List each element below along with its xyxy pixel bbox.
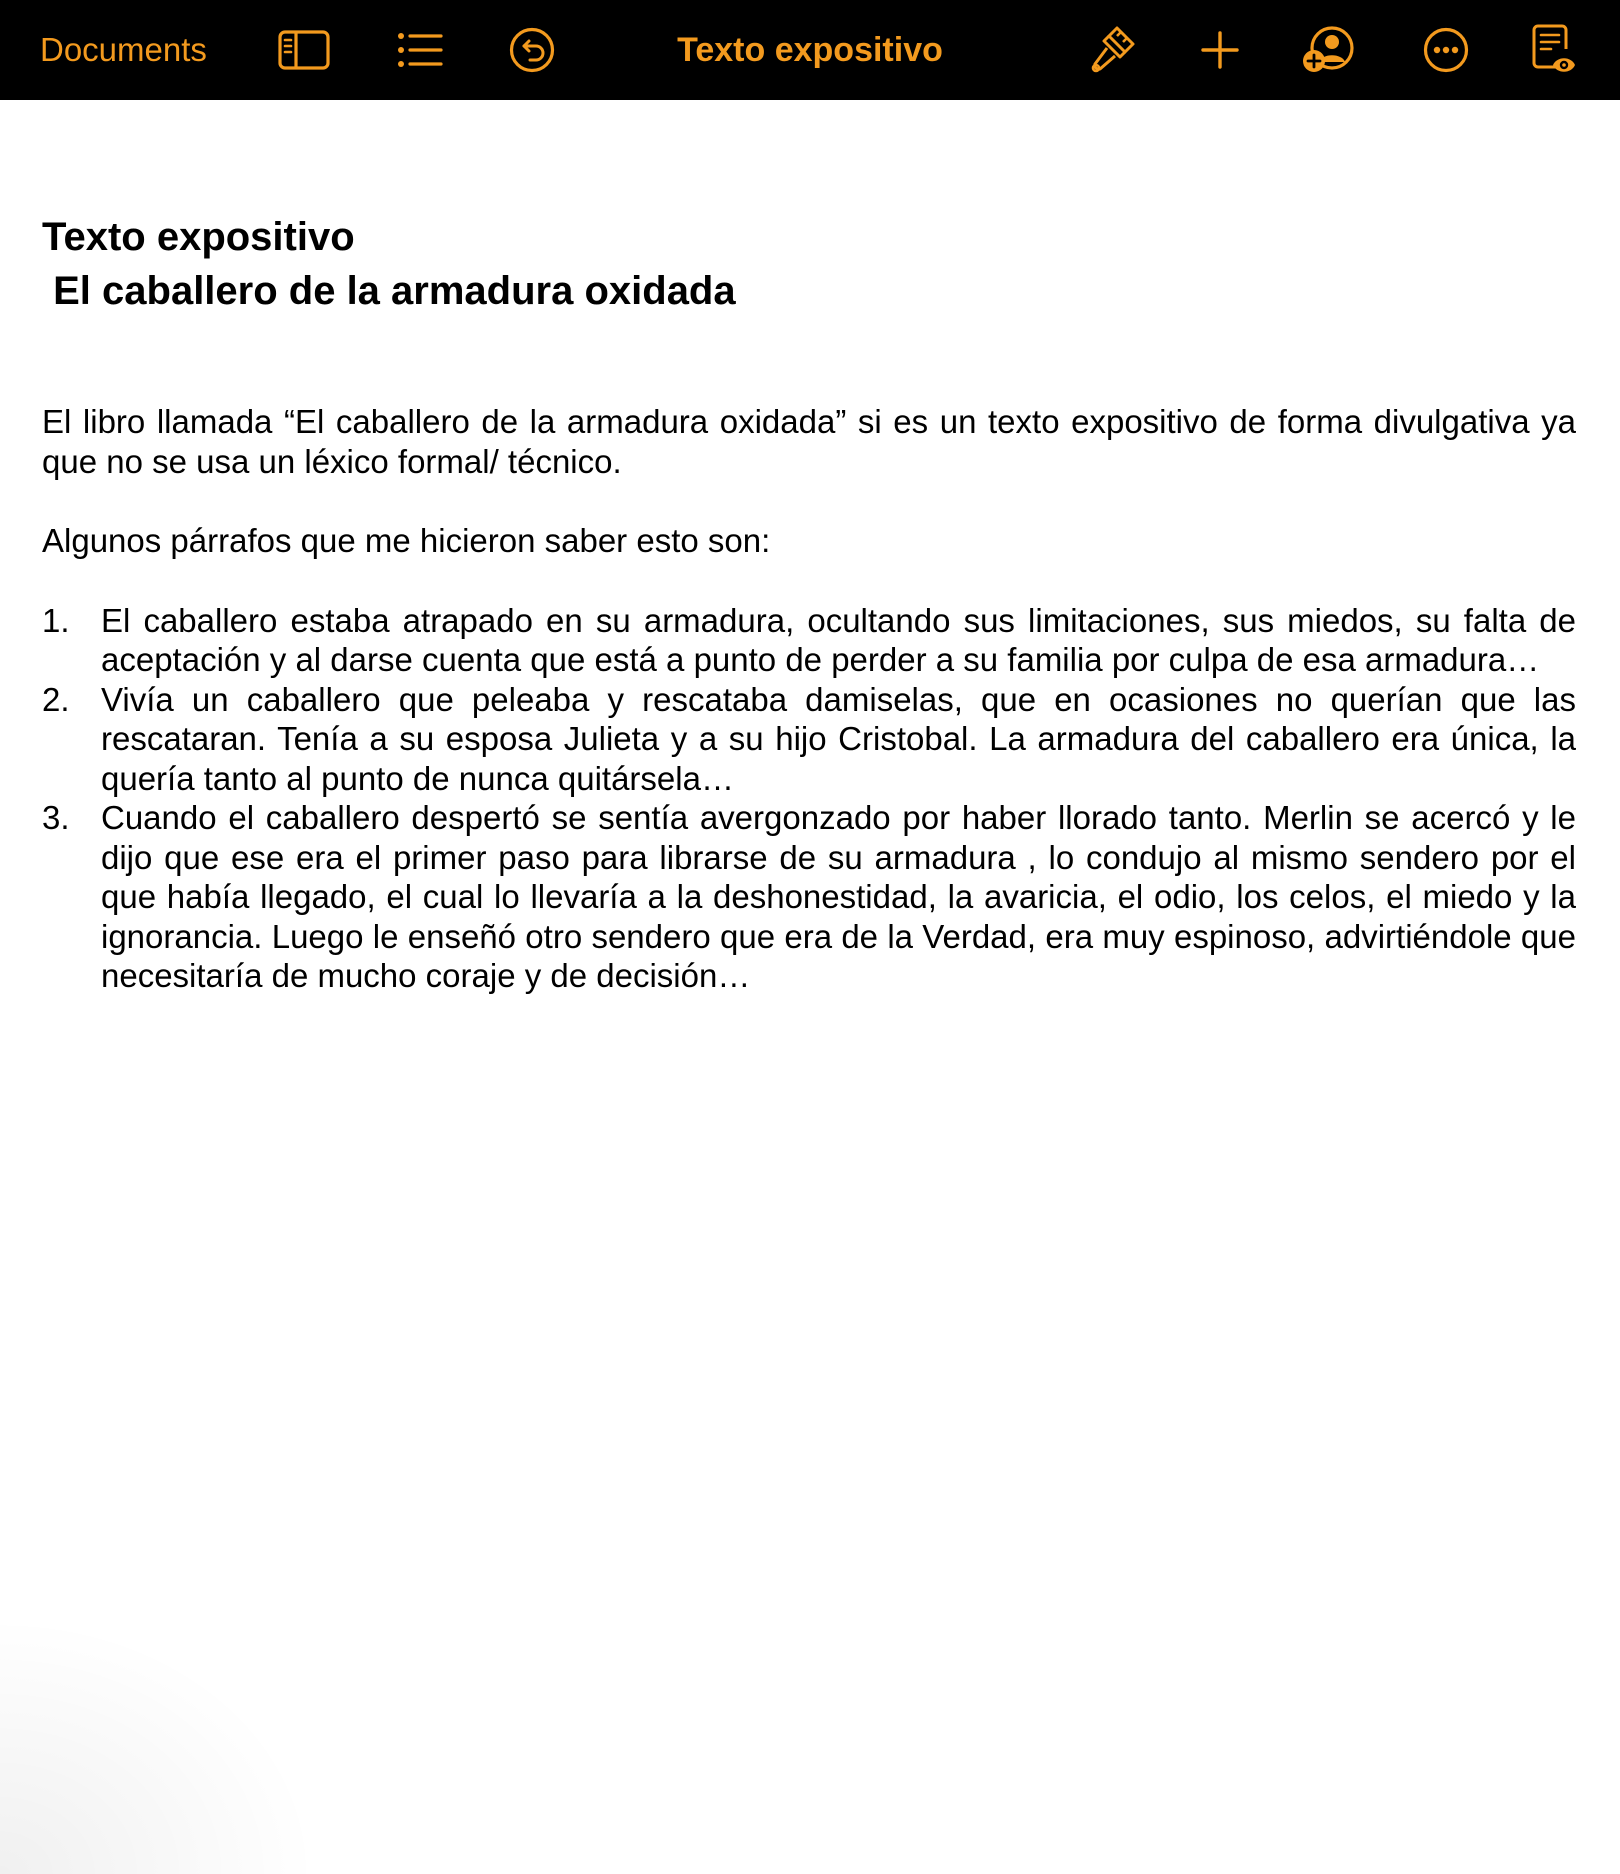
insert-button[interactable] [1198, 0, 1242, 100]
documents-button[interactable]: Documents [40, 31, 207, 68]
list-item-number: 3. [42, 799, 70, 836]
doc-heading-title: Texto expositivo [42, 215, 355, 259]
sidebar-button[interactable] [276, 0, 332, 100]
list-icon [397, 32, 443, 68]
numbered-list [42, 601, 1576, 996]
list-item-text: Cuando el caballero despertó se sentía avergonzado por haber llorado tanto. Merlin se acercó y le dijo que ese era el primer paso para librarse de su armadura , lo condujo al mismo sendero por el que había llegado, el cual lo llevaría a la deshonestidad, la avaricia, el odio, los celos, el miedo y la ignorancia. Luego le enseñó otro sendero que era de la Verdad, era muy espinoso, advirtiéndole que necesitaría de mucho coraje y de decisión… [101, 799, 1576, 994]
toolbar [0, 0, 1620, 100]
reader-view-button[interactable] [1530, 0, 1578, 100]
paragraph-lead: Algunos párrafos que me hicieron saber esto son: [42, 522, 771, 559]
list-item-number: 2. [42, 680, 70, 718]
list-item-text: El caballero estaba atrapado en su armadura, ocultando sus limitaciones, sus miedos, su falta de aceptación y al darse cuenta que está a punto de perder a su familia por culpa de esa armadura… [101, 601, 1576, 678]
paragraph-intro: El libro llamada “El caballero de la armadura oxidada” si es un texto expositivo de forma divulgativa ya que no se usa un léxico formal/ técnico. [42, 403, 1576, 480]
list-item-number: 1. [42, 601, 70, 639]
more-button[interactable] [1422, 0, 1470, 100]
format-button[interactable] [1086, 0, 1138, 100]
paintbrush-icon [1087, 24, 1137, 76]
collaborate-icon [1302, 25, 1356, 75]
collaborate-button[interactable] [1302, 0, 1356, 100]
more-icon [1423, 27, 1469, 73]
reader-view-icon [1531, 23, 1577, 77]
list-button[interactable] [396, 0, 444, 100]
list-item [42, 680, 1576, 799]
undo-button[interactable] [508, 0, 556, 100]
sidebar-icon [278, 30, 330, 70]
document-title: Texto expositivo [677, 30, 943, 69]
doc-heading-subtitle: El caballero de la armadura oxidada [42, 269, 736, 313]
list-item-text: Vivía un caballero que peleaba y rescataba damiselas, que en ocasiones no querían que las rescataran. Tenía a su esposa Julieta y a su hijo Cristobal. La armadura del caballero era única, la quería tanto al punto de nunca quitársela… [101, 680, 1576, 797]
undo-icon [509, 27, 555, 73]
page-corner-shadow [0, 1614, 320, 1874]
plus-icon [1200, 30, 1240, 70]
list-item [42, 798, 1576, 996]
document-page[interactable] [42, 210, 1576, 996]
list-item [42, 601, 1576, 680]
